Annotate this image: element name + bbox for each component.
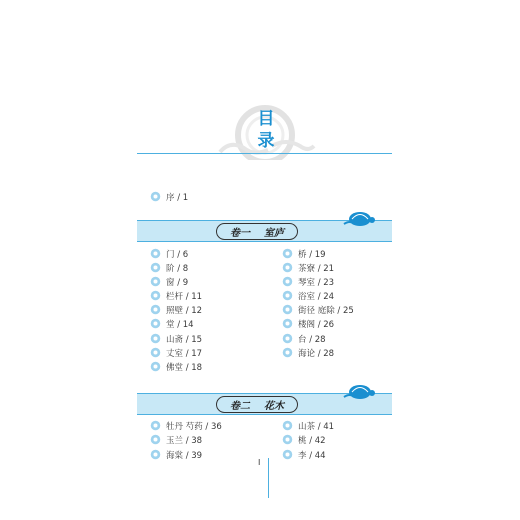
page-title: 目录 xyxy=(257,109,275,151)
flower-bullet-icon xyxy=(282,420,293,431)
flower-bullet-icon xyxy=(150,290,161,301)
flower-bullet-icon xyxy=(150,191,161,202)
flower-bullet-icon xyxy=(150,449,161,460)
toc-item[interactable] xyxy=(282,247,326,260)
flower-bullet-icon xyxy=(282,449,293,460)
flower-bullet-icon xyxy=(150,248,161,259)
toc-item[interactable] xyxy=(150,289,202,302)
toc-item[interactable] xyxy=(282,317,334,330)
toc-item-label: 阶 / 8 xyxy=(166,263,189,274)
title-block xyxy=(210,100,320,160)
toc-item[interactable] xyxy=(282,419,334,432)
flower-bullet-icon xyxy=(282,333,293,344)
toc-item[interactable] xyxy=(150,448,202,461)
toc-item[interactable] xyxy=(282,448,326,461)
section-name: 室庐 xyxy=(264,228,284,239)
toc-item-label: 浴室 / 24 xyxy=(298,291,335,302)
toc-item-label: 海论 / 28 xyxy=(298,348,335,359)
flower-bullet-icon xyxy=(150,276,161,287)
toc-item-label: 茶寮 / 21 xyxy=(298,263,335,274)
section-number: 卷一 xyxy=(230,228,250,239)
section-name: 花木 xyxy=(264,401,284,412)
section-number: 卷二 xyxy=(230,401,250,412)
toc-item[interactable] xyxy=(150,261,188,274)
flower-bullet-icon xyxy=(150,333,161,344)
toc-item[interactable] xyxy=(150,419,222,432)
toc-item[interactable] xyxy=(150,433,202,446)
toc-item-label: 山茶 / 41 xyxy=(298,421,335,432)
toc-item-label: 台 / 28 xyxy=(298,334,326,345)
flower-bullet-icon xyxy=(150,361,161,372)
toc-item[interactable] xyxy=(282,332,326,345)
toc-item[interactable] xyxy=(150,275,188,288)
flower-bullet-icon xyxy=(282,347,293,358)
toc-item-preface[interactable] xyxy=(150,190,188,203)
turtle-icon xyxy=(342,208,376,228)
toc-item-label: 琴室 / 23 xyxy=(298,277,335,288)
section-band-1 xyxy=(137,220,392,242)
flower-bullet-icon xyxy=(282,318,293,329)
folio-rule xyxy=(268,458,269,498)
toc-item[interactable] xyxy=(282,275,334,288)
toc-item-label: 海棠 / 39 xyxy=(166,450,203,461)
toc-item[interactable] xyxy=(282,433,326,446)
flower-bullet-icon xyxy=(282,276,293,287)
toc-item-label: 佛堂 / 18 xyxy=(166,362,203,373)
toc-item-label: 丈室 / 17 xyxy=(166,348,203,359)
flower-bullet-icon xyxy=(282,304,293,315)
flower-bullet-icon xyxy=(150,318,161,329)
flower-bullet-icon xyxy=(150,262,161,273)
toc-item-label: 照壁 / 12 xyxy=(166,305,203,316)
toc-item-label: 玉兰 / 38 xyxy=(166,435,203,446)
title-divider xyxy=(137,153,392,154)
flower-bullet-icon xyxy=(282,434,293,445)
toc-item-label: 街径 庭除 / 25 xyxy=(298,305,354,316)
flower-bullet-icon xyxy=(150,434,161,445)
toc-item-label: 序 / 1 xyxy=(166,192,189,203)
toc-item-label: 桃 / 42 xyxy=(298,435,326,446)
toc-item-label: 桥 / 19 xyxy=(298,249,326,260)
toc-item[interactable] xyxy=(150,303,202,316)
section-band-2 xyxy=(137,393,392,415)
flower-bullet-icon xyxy=(150,304,161,315)
toc-item[interactable] xyxy=(282,303,354,316)
page-number: I xyxy=(258,458,261,467)
toc-item-label: 李 / 44 xyxy=(298,450,326,461)
toc-item-label: 门 / 6 xyxy=(166,249,189,260)
turtle-icon xyxy=(342,381,376,401)
flower-bullet-icon xyxy=(282,262,293,273)
toc-item[interactable] xyxy=(282,289,334,302)
toc-item-label: 牡丹 芍药 / 36 xyxy=(166,421,222,432)
toc-item-label: 楼阁 / 26 xyxy=(298,319,335,330)
flower-bullet-icon xyxy=(150,420,161,431)
toc-item[interactable] xyxy=(150,360,202,373)
flower-bullet-icon xyxy=(150,347,161,358)
toc-item[interactable] xyxy=(150,317,194,330)
toc-item-label: 栏杆 / 11 xyxy=(166,291,203,302)
toc-item-label: 窗 / 9 xyxy=(166,277,189,288)
flower-bullet-icon xyxy=(282,290,293,301)
section-title xyxy=(216,396,298,413)
toc-item[interactable] xyxy=(282,346,334,359)
toc-item[interactable] xyxy=(150,247,188,260)
flower-bullet-icon xyxy=(282,248,293,259)
toc-item[interactable] xyxy=(282,261,334,274)
toc-item[interactable] xyxy=(150,346,202,359)
toc-item-label: 山斋 / 15 xyxy=(166,334,203,345)
section-title xyxy=(216,223,298,240)
toc-item-label: 堂 / 14 xyxy=(166,319,194,330)
toc-item[interactable] xyxy=(150,332,202,345)
